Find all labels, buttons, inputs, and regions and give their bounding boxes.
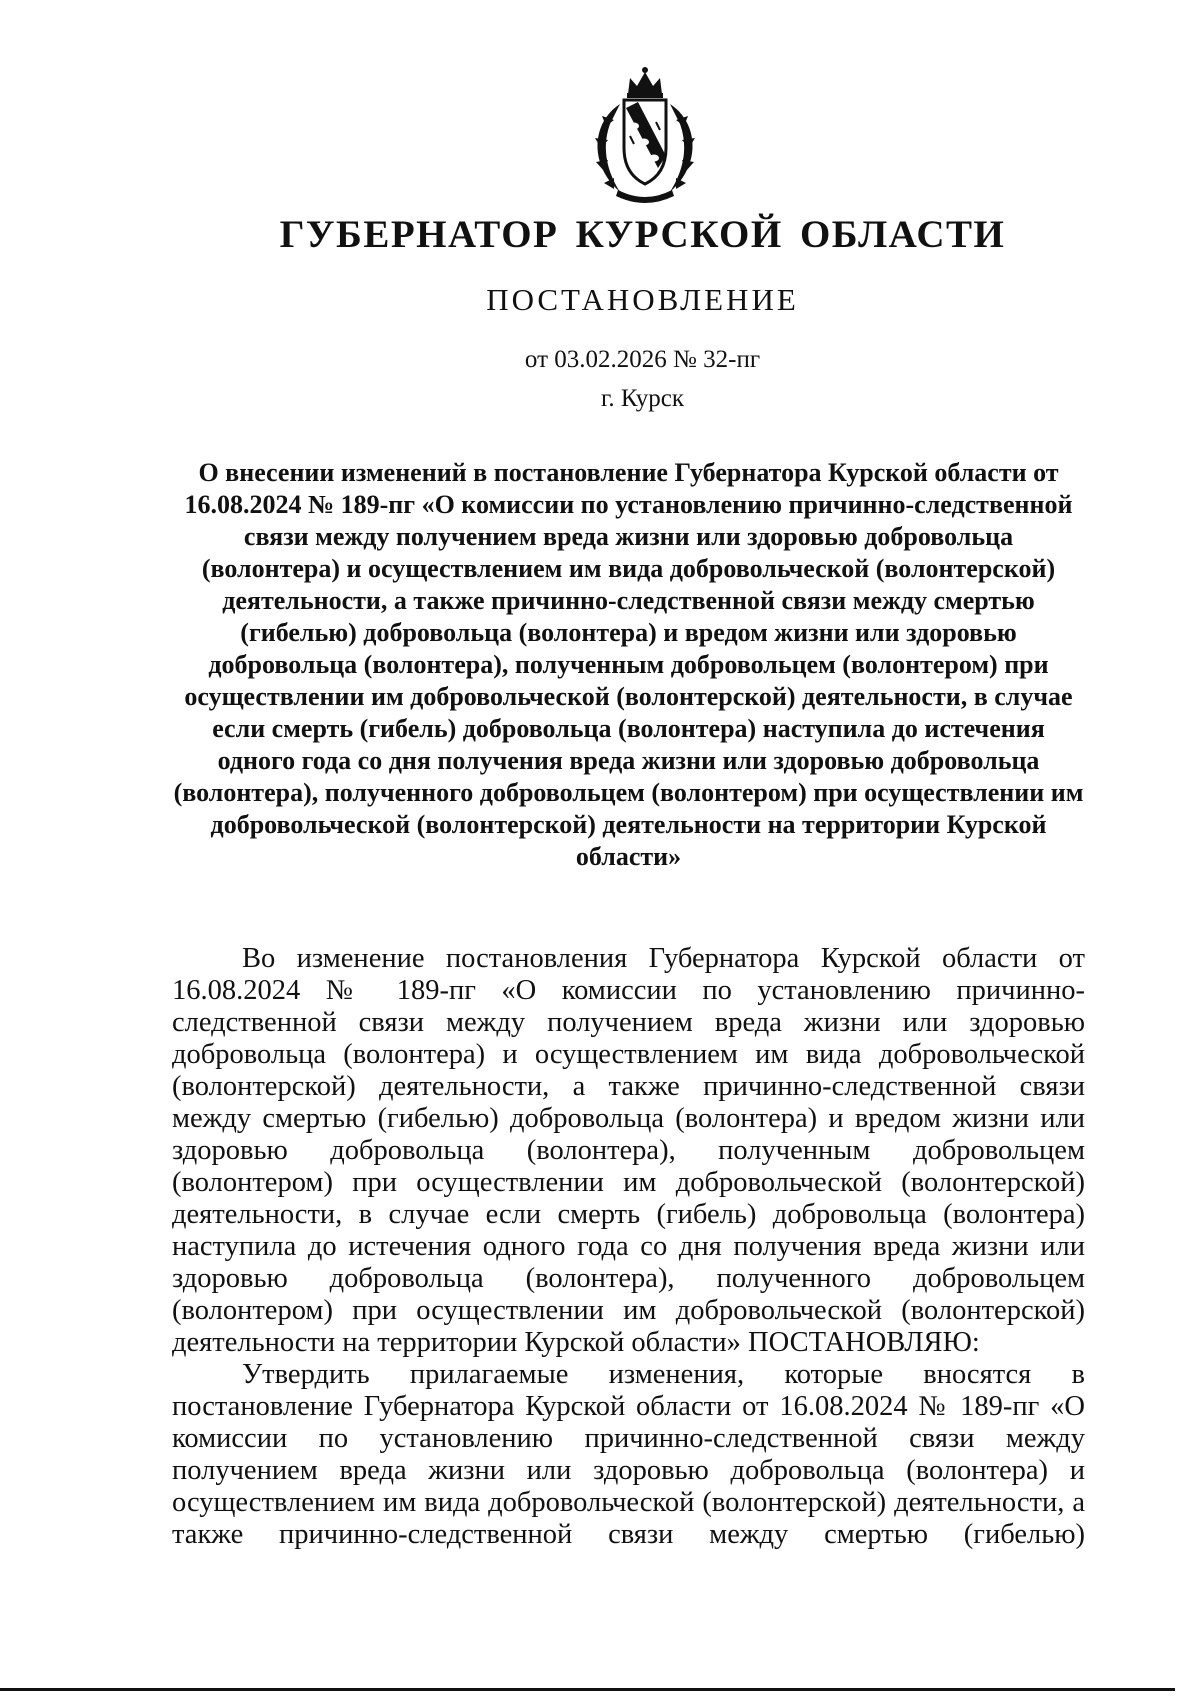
document-body [172, 943, 1085, 1551]
kursk-coat-of-arms-icon [570, 64, 720, 204]
document-number-date: от 03.02.2026 № 32-пг [524, 346, 761, 373]
body-paragraph: Утвердить прилагаемые изменения, которые вносятся в постановление Губернатора Курской области от 16.08.2024 № 189-пг «О комиссии по установлению причинно-следственной связи между получением вреда жизни или здоровью добровольца (волонтера) и осуществлением им вида добровольческой (волонтерской) деятельности, а также причинно-следственной связи между смертью (гибелью) [172, 1359, 1085, 1550]
document-city: г. Курск [601, 385, 684, 412]
document-type: ПОСТАНОВЛЕНИЕ [486, 282, 799, 317]
issuing-authority: ГУБЕРНАТОР КУРСКОЙ ОБЛАСТИ [279, 213, 1006, 256]
body-paragraph: Во изменение постановления Губернатора Курской области от 16.08.2024 № 189-пг «О комиссии по установлению причинно-следственной связи между получением вреда жизни или здоровью добровольца (волонтера) и осуществлением им вида добровольческой (волонтерской) деятельности, а также причинно-следственной связи между смертью (гибелью) добровольца (волонтера) и вредом жизни или здоровью добровольца (волонтера), полученным добровольцем (волонтером) при осуществлении им добровольческой (волонтерской) деятельности, в случае если смерть (гибель) добровольца (волонтера) наступила до истечения одного года со дня получения вреда жизни или здоровью добровольца (волонтера), полученного добровольцем (волонтером) при осуществлении им добровольческой (волонтерской) деятельности на территории Курской области» ПОСТАНОВЛЯЮ: [172, 943, 1085, 1358]
page-bottom-rule [0, 1688, 1175, 1691]
document-title: О внесении изменений в постановление Губернатора Курской области от 16.08.2024 № 189-пг «О комиссии по установлению причинно-следственной связи между получением вреда жизни или здоровью добровольца (волонтера) и осуществлением им вида добровольческой (волонтерской) деятельности, а также причинно-следственной связи между смертью (гибелью) добровольца (волонтера) и вредом жизни или здоровью добровольца (волонтера), полученным добровольцем (волонтером) при осуществлении им добровольческой (волонтерской) деятельности, в случае если смерть (гибель) добровольца (волонтера) наступила до истечения одного года со дня получения вреда жизни или здоровью добровольца (волонтера), полученного добровольцем (волонтером) при осуществлении им добровольческой (волонтерской) деятельности на территории Курской области» [173, 458, 1084, 871]
